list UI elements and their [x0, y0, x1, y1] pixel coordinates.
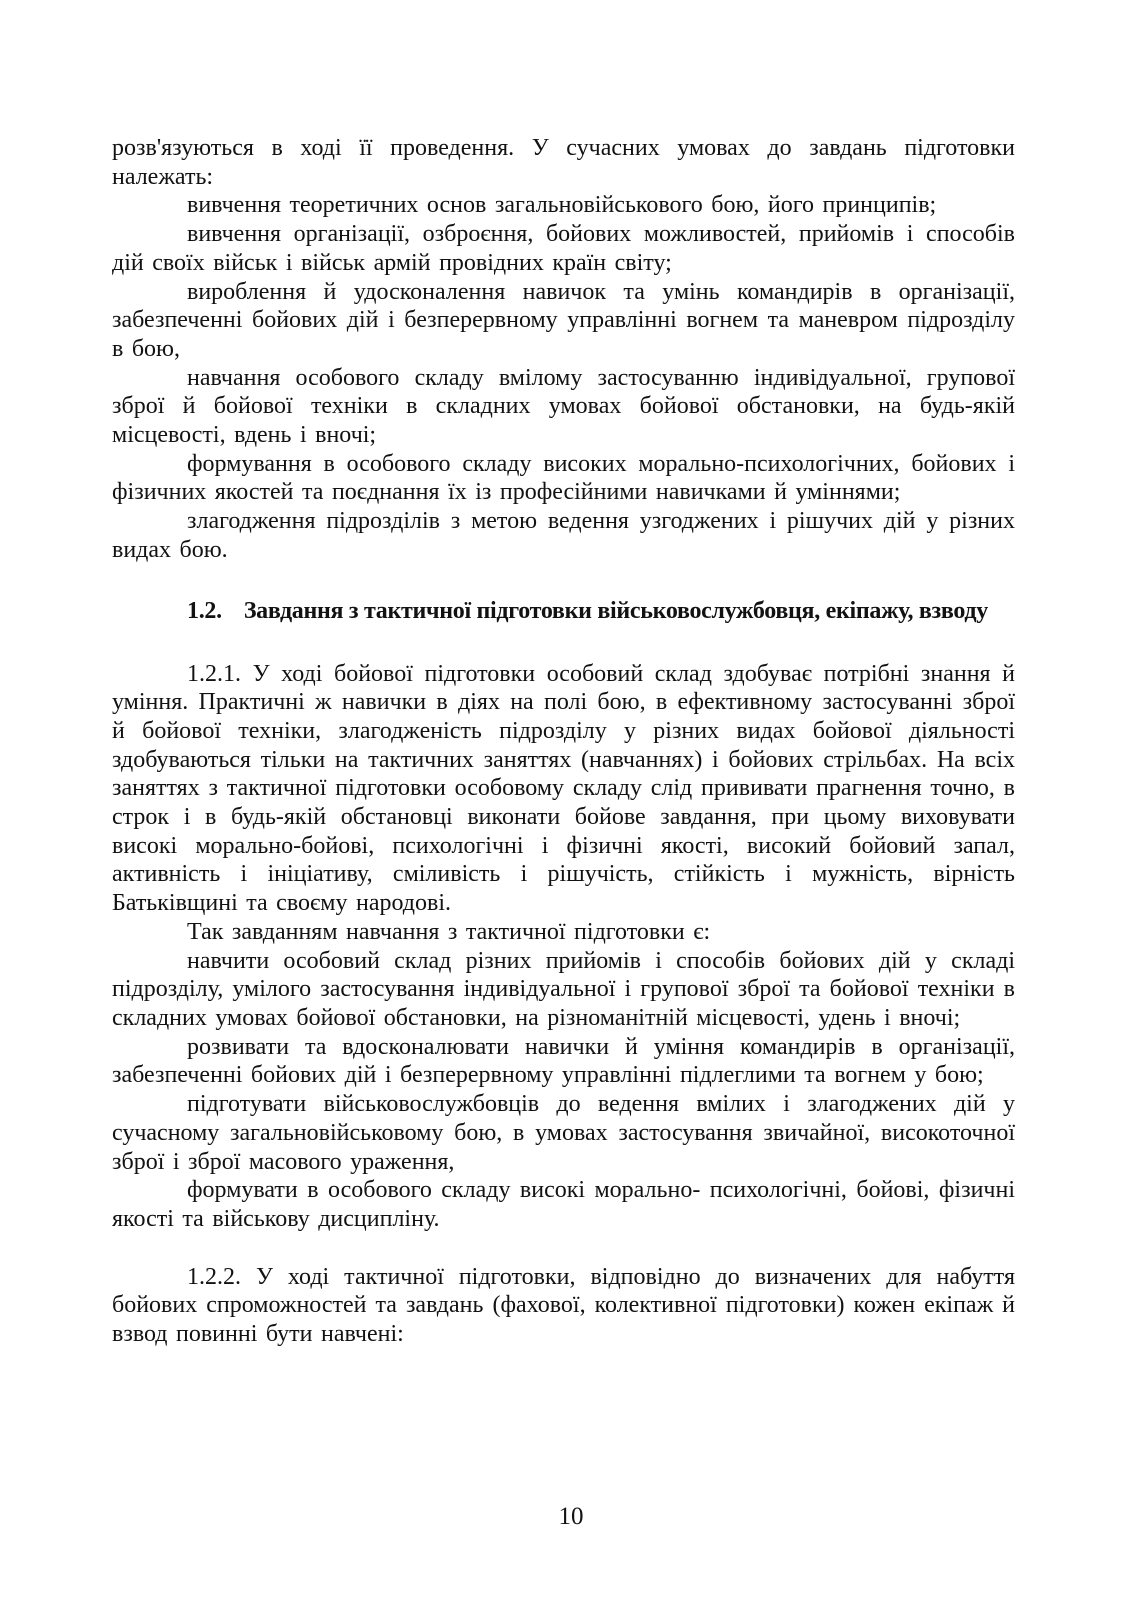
section-number: 1.2. — [187, 597, 222, 624]
list-item-unit-cohesion: злагодження підрозділів з метою ведення узгоджених і рішучих дій у різних видах бою. — [112, 508, 1015, 563]
section-heading-1-2 — [112, 596, 1015, 626]
section-title: Завдання з тактичної підготовки військовослужбовця, екіпажу, взводу — [243, 597, 988, 624]
list-item-personnel-training: навчання особового складу вмілому застосуванню індивідуальної, групової зброї й бойової техніки в складних умовах бойової обстановки, на будь-якій місцевості, вдень і вночі; — [112, 364, 1015, 449]
list-item-prepare-servicemen: підготувати військовослужбовців до ведення вмілих і злагоджених дій у сучасному загальновійськовому бою, в умовах застосування звичайної, високоточної зброї і зброї масового ураження, — [112, 1091, 1015, 1175]
list-item-theory-study: вивчення теоретичних основ загальновійськового бою, його принципів; — [187, 192, 937, 219]
paragraph-1-2-2: 1.2.2. У ході тактичної підготовки, відповідно до визначених для набуття бойових спроможностей та завдань (фахової, колективної підготовки) кожен екіпаж й взвод повинні бути навчені: — [112, 1263, 1015, 1348]
list-item-commander-skills: вироблення й удосконалення навичок та умінь командирів в організації, забезпеченні бойових дій і безперервному управлінні вогнем та маневром підрозділу в бою, — [112, 278, 1015, 362]
page-body — [112, 134, 1015, 1349]
page-number: 10 — [558, 1503, 584, 1530]
list-item-teach-personnel: навчити особовий склад різних прийомів і способів бойових дій у складі підрозділу, умілого застосування індивідуальної і групової зброї та бойової техніки в складних умовах бойової обстановки, на різноманітній місцевості, удень і вночі; — [112, 947, 1015, 1031]
paragraph-training-tasks-lead: Так завданням навчання з тактичної підготовки є: — [187, 918, 711, 945]
list-item-develop-commanders: розвивати та вдосконалювати навички й уміння командирів в організації, забезпеченні бойових дій і безперервному управлінні підлеглими та вогнем у бою; — [112, 1033, 1015, 1089]
list-item-moral-qualities: формування в особового складу високих морально-психологічних, бойових і фізичних якостей та поєднання їх із професійними навичками й уміннями; — [112, 450, 1015, 506]
list-item-organization-study: вивчення організації, озброєння, бойових можливостей, прийомів і способів дій своїх військ і військ армій провідних країн світу; — [112, 221, 1015, 276]
paragraph-intro-continuation: розв'язуються в ході її проведення. У сучасних умовах до завдань підготовки належать: — [112, 135, 1015, 190]
list-item-form-qualities: формувати в особового складу високі морально- психологічні, бойові, фізичні якості та військову дисципліну. — [112, 1177, 1015, 1232]
paragraph-1-2-1: 1.2.1. У ході бойової підготовки особовий склад здобуває потрібні знання й уміння. Практичні ж навички в діях на полі бою, в ефективному застосуванні зброї й бойової техніки, злагодженість підрозділу у різних видах бойової діяльності здобуваються тільки на тактичних заняттях (навчаннях) і бойових стрільбах. На всіх заняттях з тактичної підготовки особовому складу слід прививати прагнення точно, в строк і в будь-якій обстановці виконати бойове завдання, при цьому виховувати високі морально-бойові, психологічні і фізичні якості, високий бойовий запал, активність і ініціативу, сміливість і рішучість, стійкість і мужність, вірність Батьківщині та своєму народові. — [112, 660, 1015, 917]
